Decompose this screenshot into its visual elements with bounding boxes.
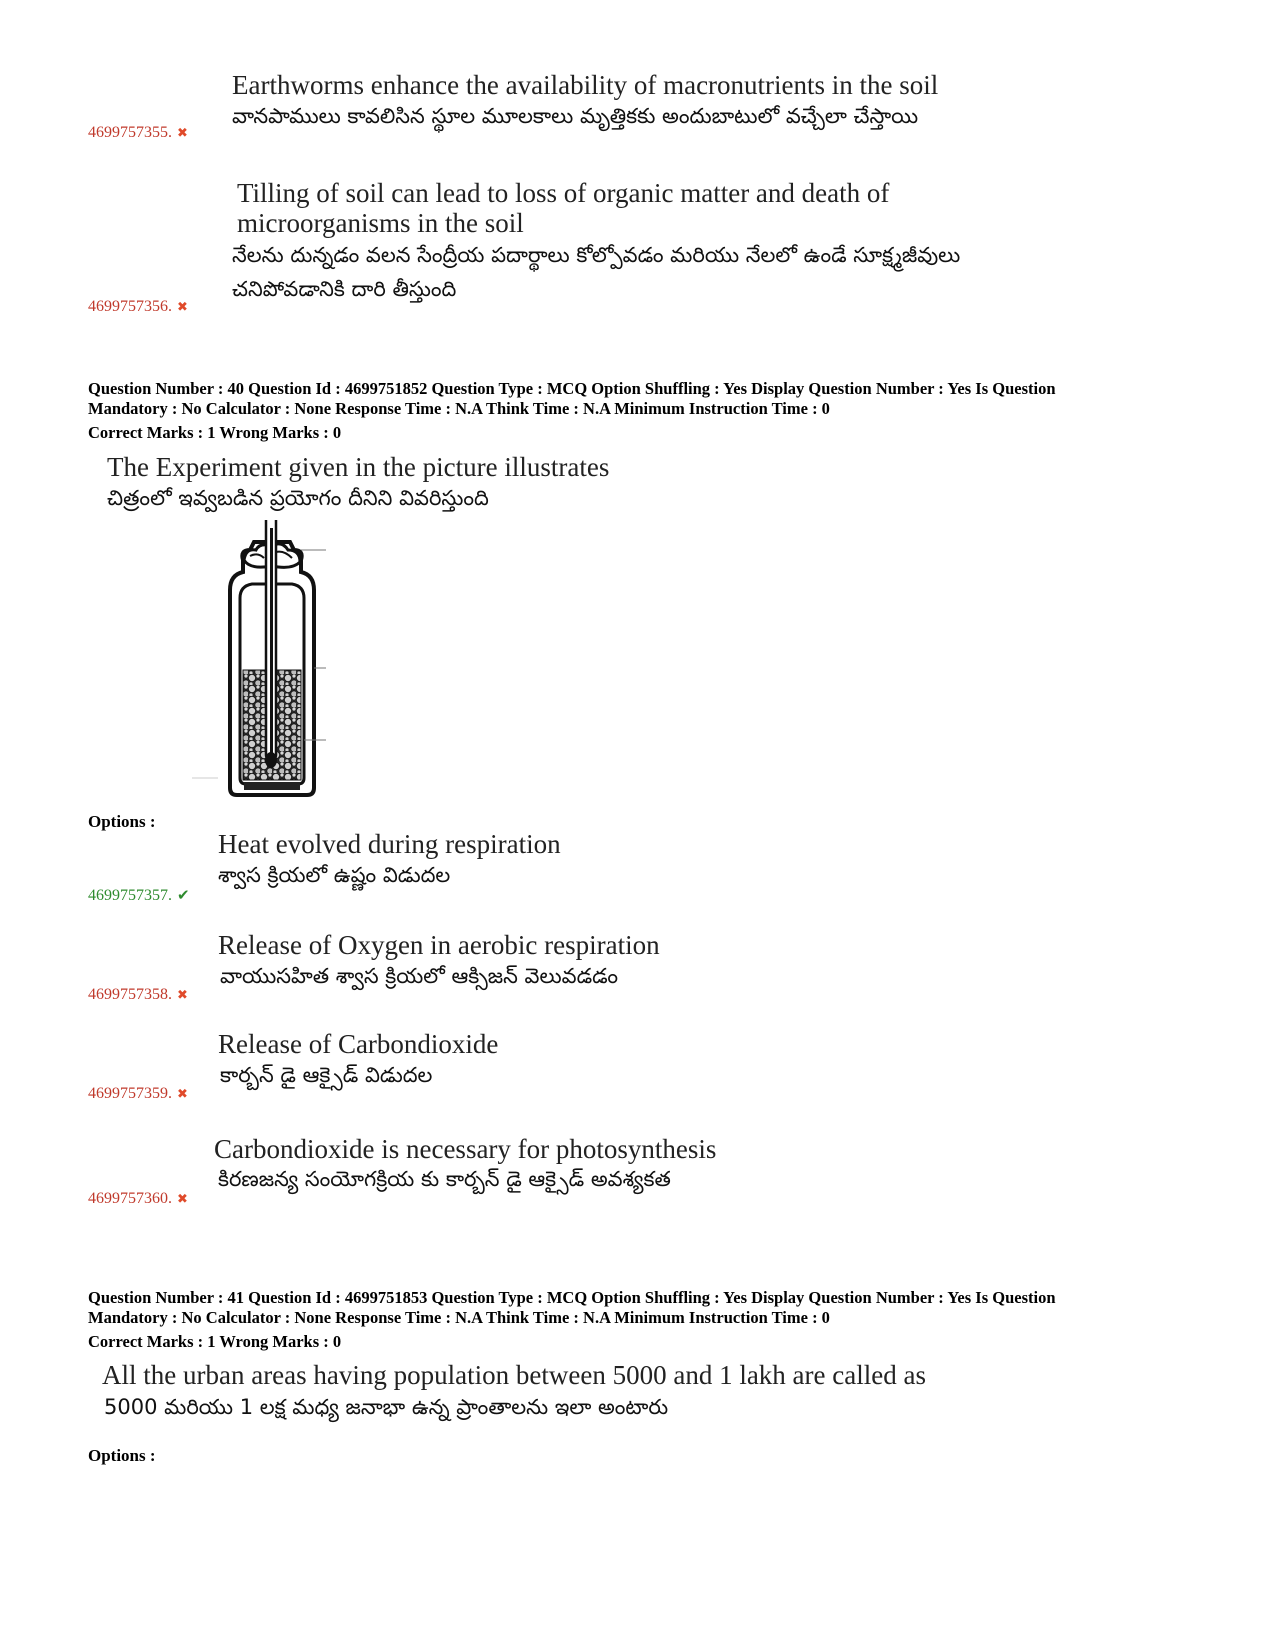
option-id: 4699757360. [88, 1190, 172, 1207]
cross-mark-icon: ✖ [177, 1087, 188, 1102]
q41-marks: Correct Marks : 1 Wrong Marks : 0 [88, 1332, 342, 1351]
option-358-telugu: వాయుసహిత శ్వాస క్రియలో ఆక్సిజన్ వెలువడడం [220, 964, 618, 988]
thermos-flask-experiment-figure [188, 520, 348, 810]
option-id: 4699757356. [88, 298, 172, 315]
option-id: 4699757357. [88, 887, 172, 904]
q40-marks: Correct Marks : 1 Wrong Marks : 0 [88, 423, 342, 442]
cross-mark-icon: ✖ [177, 126, 188, 141]
q41-meta-line1: Question Number : 41 Question Id : 4699751853 Question Type : MCQ Option Shuffling : Yes Display Question Number : Yes Is Question [88, 1288, 1056, 1307]
q40-question-english: The Experiment given in the picture illustrates [107, 452, 610, 482]
option-356-telugu-line2: చనిపోవడానికి దారి తీస్తుంది [232, 277, 457, 301]
option-355-english: Earthworms enhance the availability of macronutrients in the soil [232, 70, 939, 100]
option-359-telugu: కార్బన్ డై ఆక్సైడ్ విడుదల [220, 1063, 433, 1087]
q41-question-telugu: 5000 మరియు 1 లక్ష మధ్య జనాభా ఉన్న ప్రాంతాలను ఇలా అంటారు [104, 1395, 669, 1419]
option-356-english-line1: Tilling of soil can lead to loss of organic matter and death of [237, 178, 890, 208]
option-357-english: Heat evolved during respiration [218, 829, 561, 859]
q40-meta-line1: Question Number : 40 Question Id : 4699751852 Question Type : MCQ Option Shuffling : Yes Display Question Number : Yes Is Question [88, 379, 1056, 398]
option-356-id-row [88, 298, 188, 316]
q41-question-english: All the urban areas having population between 5000 and 1 lakh are called as [102, 1360, 926, 1390]
q41-meta-line2: Mandatory : No Calculator : None Response Time : N.A Think Time : N.A Minimum Instruction Time : 0 [88, 1308, 830, 1327]
option-359-id-row [88, 1085, 188, 1103]
check-mark-icon: ✔ [177, 886, 190, 904]
option-358-english: Release of Oxygen in aerobic respiration [218, 930, 660, 960]
option-id: 4699757359. [88, 1085, 172, 1102]
option-355-id-row [88, 124, 188, 142]
q41-options-label: Options : [88, 1446, 156, 1465]
option-357-id-row [88, 886, 190, 905]
option-355-telugu: వానపాములు కావలిసిన స్థూల మూలకాలు మృత్తికకు అందుబాటులో వచ్చేలా చేస్తాయి [232, 104, 919, 128]
q40-meta-line2: Mandatory : No Calculator : None Response Time : N.A Think Time : N.A Minimum Instruction Time : 0 [88, 399, 830, 418]
cross-mark-icon: ✖ [177, 1192, 188, 1207]
cross-mark-icon: ✖ [177, 300, 188, 315]
q40-question-telugu: చిత్రంలో ఇవ్వబడిన ప్రయోగం దీనిని వివరిస్తుంది [107, 486, 489, 510]
option-id: 4699757358. [88, 986, 172, 1003]
cross-mark-icon: ✖ [177, 988, 188, 1003]
option-359-english: Release of Carbondioxide [218, 1029, 499, 1059]
option-356-english-line2: microorganisms in the soil [237, 208, 524, 238]
option-360-id-row [88, 1190, 188, 1208]
option-358-id-row [88, 986, 188, 1004]
option-360-telugu: కిరణజన్య సంయోగక్రియ కు కార్బన్ డై ఆక్సైడ్ అవశ్యకత [218, 1167, 671, 1191]
option-356-telugu-line1: నేలను దున్నడం వలన సేంద్రీయ పదార్థాలు కోల్పోవడం మరియు నేలలో ఉండే సూక్ష్మజీవులు [232, 243, 961, 267]
option-id: 4699757355. [88, 124, 172, 141]
option-357-telugu: శ్వాస క్రియలో ఉష్ణం విడుదల [218, 863, 451, 887]
option-360-english: Carbondioxide is necessary for photosynthesis [214, 1134, 717, 1164]
q40-options-label: Options : [88, 812, 156, 831]
